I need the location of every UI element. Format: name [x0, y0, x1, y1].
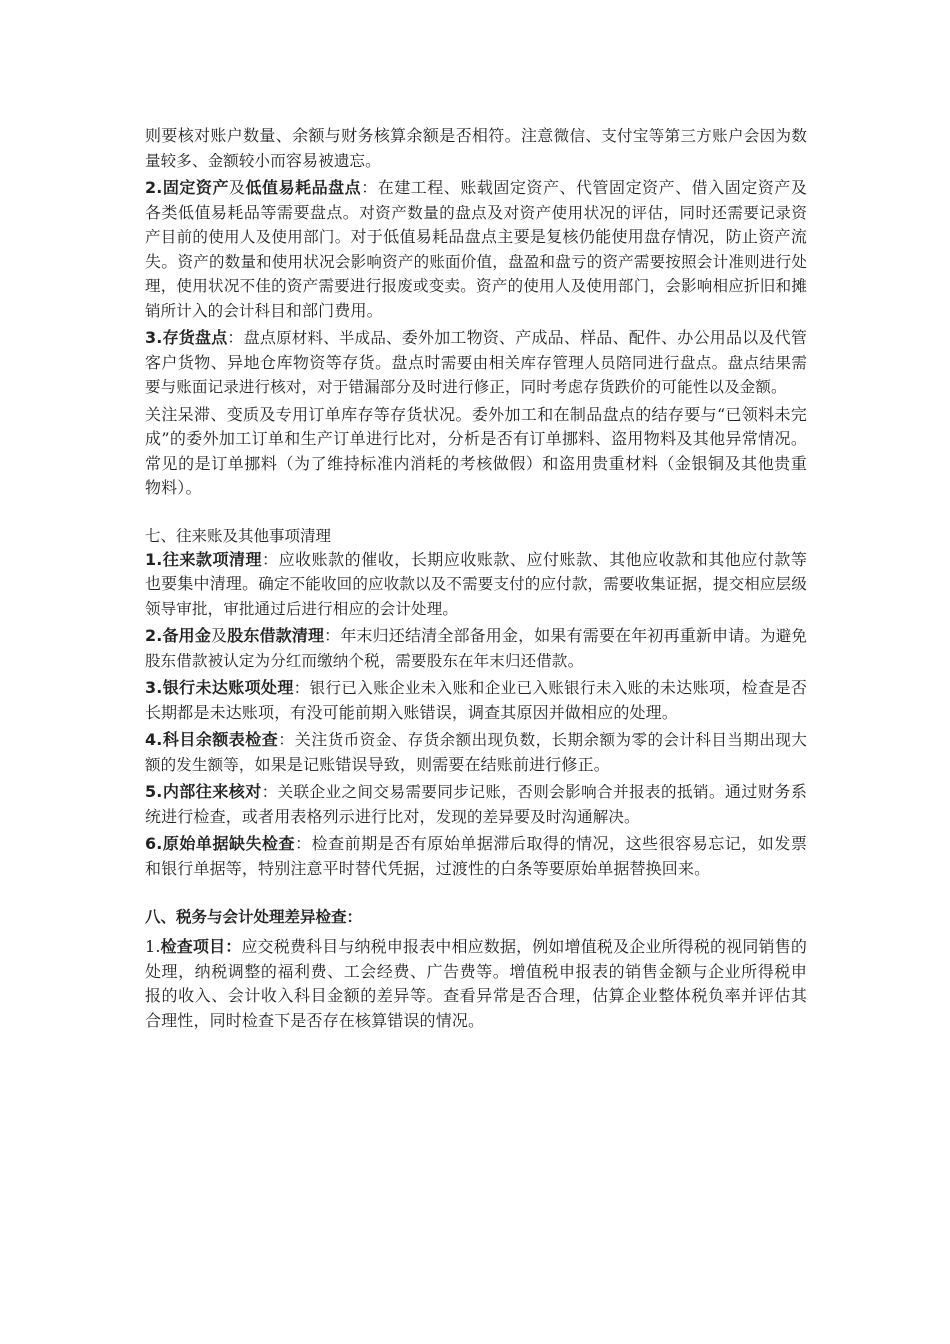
text: 。: [694, 859, 710, 878]
text: 。: [567, 650, 584, 670]
item-label: 2.固定资产: [145, 178, 229, 197]
item-label: 1.往来款项清理: [145, 549, 263, 569]
text: 对资产数量的盘点: [359, 203, 488, 222]
intercompany-paragraph: [145, 780, 807, 829]
inventory-note-paragraph: 关注呆滞、变质及专用订单库存等存货状况。委外加工和在制品盘点的结存要与“已领料未完成”的委外加工订单和生产订单进行比对，分析是否有订单挪料、盗用物料及其他异常情况。常见的是订单挪料（为了维持标准内消耗的考核做假）和盗用贵重材料（金银铜及其他贵重物料）。: [145, 404, 807, 497]
spacer: [145, 504, 807, 524]
text: 及: [487, 202, 504, 222]
trial-balance-paragraph: [145, 728, 807, 777]
text: ：银行已入账企业未入账: [293, 679, 469, 697]
text: 如果是记账错误导致，则需要在结账前进行修正。: [254, 754, 610, 774]
fixed-assets-paragraph: [145, 176, 807, 323]
section-heading-7: 七、往来账及其他事项清理: [145, 526, 332, 545]
item-label: 3.存货盘点: [145, 328, 228, 347]
text: 货币资金、存货余额出现负数，长期余额为零的会计科目当期出现大额的发生额等，: [145, 731, 808, 774]
text: 企业已入账银行未入账: [484, 679, 644, 697]
item-label: 股东借款清理: [227, 626, 325, 645]
text: 原材料、半成品、: [276, 329, 402, 347]
inventory-paragraph: [145, 326, 807, 400]
text: ：在建工程、账载固定资产、代管固定资产、借入固定资产及各类低值易耗品等需要盘点。: [145, 178, 807, 222]
text: ：关联企业之间交易需要同步记账，否则会影响合并报表的抵销。: [261, 783, 725, 801]
text: 和: [468, 678, 485, 697]
document-body: [145, 124, 807, 1036]
petty-cash-paragraph: [145, 624, 807, 673]
item-label: 5.内部往来核对: [145, 782, 262, 801]
text: 和部门费用。: [285, 300, 383, 320]
text: 微信、支付宝等第三方账户会因为数量较多、金额较小而: [145, 127, 807, 170]
item-number: 1.: [145, 937, 161, 956]
section-heading-8: 八、税务与会计处理差异检查：: [145, 908, 363, 926]
text: 发现的差异: [435, 807, 514, 826]
text: ：关注: [278, 730, 328, 749]
text: 资产的数量和使用状况会影响资产的账面价值，盘盈和盘亏的资产需要按照会计准则进行处理，使用状况不佳的资产需要进行报废或变卖。资产的使用人及使用部门，会影响相应折旧和摊销所计入的会计科目: [145, 252, 807, 320]
text: 对于低值易耗品盘点主要是复核仍能使用盘存情况，防止资产流失。: [145, 227, 807, 271]
text: 及时沟通解决。: [530, 807, 640, 826]
text: 委外加工物资、产成品、样品、配件、办公用品以及代管客户货物、异地仓库物资等存货。盘点时: [145, 328, 807, 372]
receivables-paragraph: [145, 548, 807, 622]
text: ：检查前期是否有原始单据滞后取得的情况，这些很容易忘记，如发票和银行单据等，特别注意平时替代凭据，过渡性的白条等要原始单据替换回来: [145, 834, 807, 878]
text: ：年末归还结清全部备用金，如果有需要在年初再重新申请: [324, 626, 745, 645]
text: ：盘点: [227, 328, 277, 347]
text: 被遗忘。: [318, 151, 381, 170]
text: 需要由相关库存管理人员陪同进行盘点。盘点结果需要与账面记录进行核对，对于错漏部分及时进行修正，同时考虑存货跌价的可能性以及金额。: [145, 353, 808, 396]
continuation-paragraph: [145, 124, 807, 173]
tax-check-paragraph: [145, 935, 807, 1033]
text: 容易: [285, 150, 319, 170]
item-label: 6.原始单据缺失检查: [145, 834, 296, 853]
text: 确定不能收回的应收款以及不需要支付的应付款，需要收集证据，提交相应层级领导审批，审批通过后进行相应的会计处理。: [145, 575, 807, 618]
text: 。: [661, 703, 678, 722]
text: 。为避免股东借款被认定为分红而缴纳个税，需要股东在年末归还借款: [145, 627, 807, 670]
item-label: 检查项目：: [160, 937, 242, 956]
text: 的未达账项，检查是否长期都是未达账项，有没可能前期入账错误，调查其原因并做相应的处理: [145, 678, 807, 722]
text: 则要核对账户数量、余额与财务核算余额是否相符。注意: [145, 126, 554, 145]
item-label: 2.备用金: [145, 626, 212, 645]
text: 应交税费科目与纳税申报表中相应数据，例如增值税及企业所得税的视同销售的处理，纳税调整的福利费、工会经费、广告费等。增值税申报表的销售金额与企业所得税申报的收入、会计收入科目金额的差异等。查看异常是否合理，估算企业整体税负率并评估其合理性，同时检查下是否存在核算错误的情况。: [145, 937, 807, 1030]
bank-reconciliation-paragraph: [145, 676, 807, 725]
text: 通过财务系统进行检查，或者用表格列示进行比对，: [145, 782, 807, 826]
source-documents-paragraph: [145, 832, 807, 881]
item-label: 3.银行未达账项处理: [145, 678, 294, 697]
text: 对资产使用状况的评估，同时还需要记录资产目前的使用人及使用部门。: [145, 203, 808, 246]
spacer: [145, 884, 807, 905]
text: 及: [211, 626, 228, 645]
text: 要: [513, 806, 531, 826]
text: 及: [228, 178, 246, 197]
item-label: 4.科目余额表检查: [145, 730, 279, 749]
text: ：应收账款的催收，长期应收账款、应付账款、其他应收款和其他应付款等也要集中清理。: [145, 549, 807, 593]
item-label: 低值易耗品盘点: [245, 178, 362, 197]
